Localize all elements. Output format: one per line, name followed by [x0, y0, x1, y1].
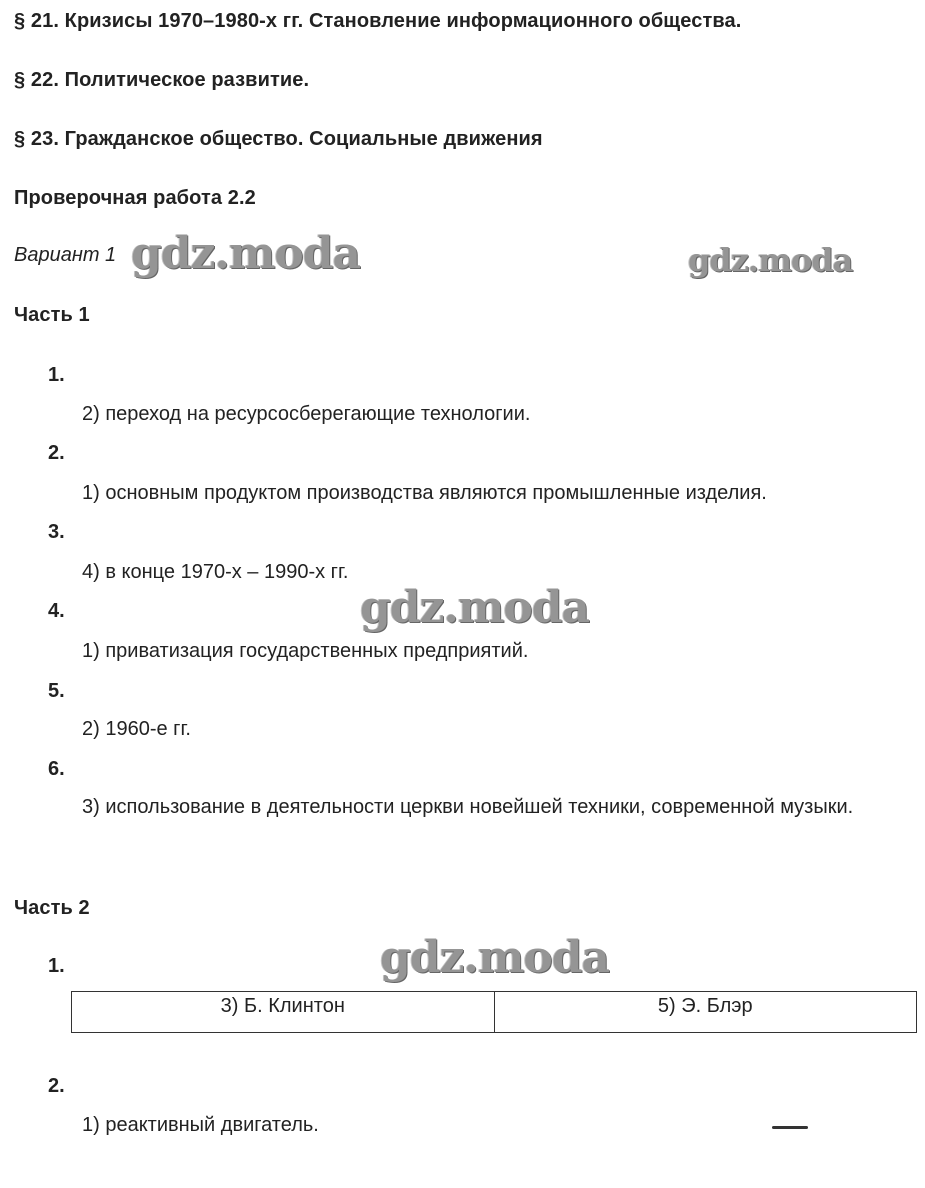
test-title: Проверочная работа 2.2 [14, 187, 256, 209]
question-number: 1. [48, 955, 65, 977]
watermark-logo: gdz.moda [131, 228, 361, 279]
question-number: 2. [48, 1075, 65, 1097]
question-number: 6. [48, 758, 65, 780]
pen-stroke-mark [772, 1126, 808, 1129]
table-cell: 5) Э. Блэр [494, 992, 917, 1033]
watermark-logo: gdz.moda [688, 241, 853, 279]
question-number: 2. [48, 442, 65, 464]
section-title-23: § 23. Гражданское общество. Социальные движения [14, 128, 543, 150]
answer-text: 2) переход на ресурсосберегающие технологии. [82, 403, 531, 425]
answer-text: 4) в конце 1970-х – 1990-х гг. [82, 561, 349, 583]
watermark-logo: gdz.moda [380, 932, 610, 983]
variant-label: Вариант 1 [14, 244, 117, 266]
answer-text: 1) приватизация государственных предприятий. [82, 640, 529, 662]
watermark-logo: gdz.moda [360, 582, 590, 633]
section-title-22: § 22. Политическое развитие. [14, 69, 310, 91]
answer-text: 3) использование в деятельности церкви новейшей техники, современной музыки. [82, 796, 854, 818]
table-cell: 3) Б. Клинтон [72, 992, 495, 1033]
section-title-21: § 21. Кризисы 1970–1980-х гг. Становление информационного общества. [14, 10, 742, 32]
answer-table [71, 991, 917, 1033]
question-number: 5. [48, 680, 65, 702]
question-number: 4. [48, 600, 65, 622]
question-number: 3. [48, 521, 65, 543]
answer-text: 2) 1960-е гг. [82, 718, 191, 740]
answer-text: 1) реактивный двигатель. [82, 1114, 319, 1136]
table-row [72, 992, 917, 1033]
part2-title: Часть 2 [14, 897, 90, 919]
part1-title: Часть 1 [14, 304, 90, 326]
answer-text: 1) основным продуктом производства являются промышленные изделия. [82, 482, 767, 504]
question-number: 1. [48, 364, 65, 386]
